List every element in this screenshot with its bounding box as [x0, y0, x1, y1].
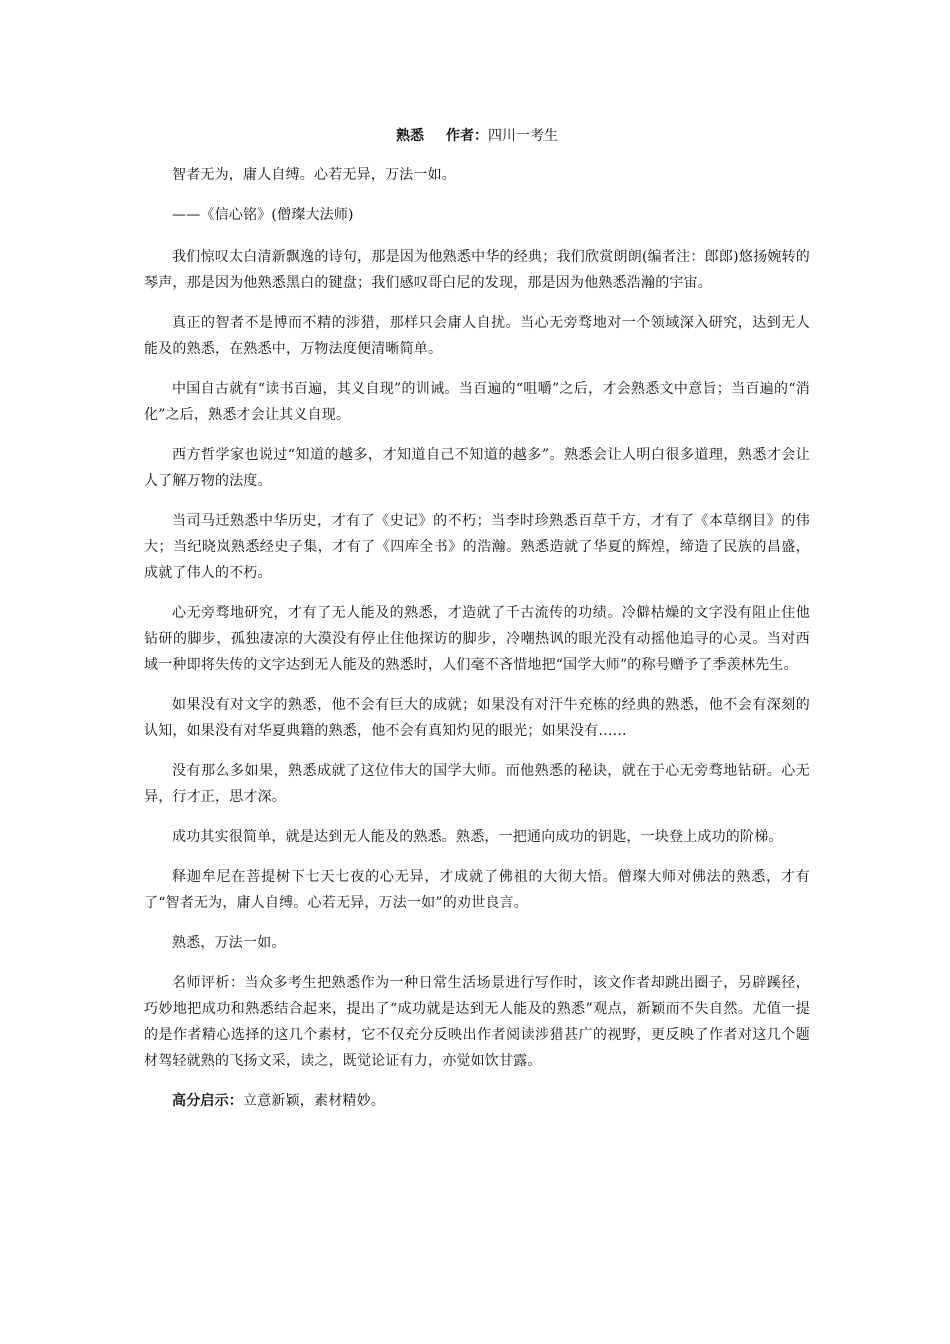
paragraph-3: 中国自古就有“读书百遍，其义自现”的训诫。当百遍的“咀嚼”之后，才会熟悉文中意旨；当百遍的“消化”之后，熟悉才会让其义自现。 — [144, 381, 810, 423]
paragraph-2: 真正的智者不是博而不精的涉猎，那样只会庸人自扰。当心无旁骛地对一个领域深入研究，达到无人能及的熟悉，在熟悉中，万物法度便清晰简单。 — [144, 315, 810, 357]
paragraph-1: 我们惊叹太白清新飘逸的诗句，那是因为他熟悉中华的经典；我们欣赏朗朗(编者注：郎郎)悠扬婉转的琴声，那是因为他熟悉黑白的键盘；我们感叹哥白尼的发现，那是因为他熟悉浩瀚的宇宙。 — [144, 249, 810, 291]
paragraph-epigraph: 智者无为，庸人自缚。心若无异，万法一如。 — [172, 167, 456, 183]
paragraph-8: 没有那么多如果，熟悉成就了这位伟大的国学大师。而他熟悉的秘诀，就在于心无旁骛地钻研。心无异，行才正，思才深。 — [144, 763, 810, 805]
paragraph-5: 当司马迁熟悉中华历史，才有了《史记》的不朽；当李时珍熟悉百草千方，才有了《本草纲目》的伟大；当纪晓岚熟悉经史子集，才有了《四库全书》的浩瀚。熟悉造就了华夏的辉煌，缔造了民族的昌盛，成就了伟人的不朽。 — [144, 513, 810, 581]
paragraph-11: 熟悉，万法一如。 — [172, 935, 286, 951]
title-line — [144, 124, 810, 148]
document-page — [144, 124, 810, 1128]
tip-paragraph — [144, 1088, 810, 1114]
paragraph-4: 西方哲学家也说过“知道的越多，才知道自己不知道的越多”。熟悉会让人明白很多道理，熟悉才会让人了解万物的法度。 — [144, 447, 810, 489]
article-title: 熟悉 — [396, 128, 424, 144]
paragraph-commentary: 名师评析：当众多考生把熟悉作为一种日常生活场景进行写作时，该文作者却跳出圈子，另辟蹊径，巧妙地把成功和熟悉结合起来，提出了“成功就是达到无人能及的熟悉”观点，新颖而不失自然。尤值一提的是作者精心选择的这几个素材，它不仅充分反映出作者阅读涉猎甚广的视野，更反映了作者对这几个题材驾轻就熟的飞扬文采，读之，既觉论证有力，亦觉如饮甘露。 — [144, 975, 810, 1069]
paragraph-7: 如果没有对文字的熟悉，他不会有巨大的成就；如果没有对汗牛充栋的经典的熟悉，他不会有深刻的认知，如果没有对华夏典籍的熟悉，他不会有真知灼见的眼光；如果没有…… — [144, 697, 810, 739]
author-label: 作者： — [446, 128, 488, 144]
paragraph-10: 释迦牟尼在菩提树下七天七夜的心无异，才成就了佛祖的大彻大悟。僧璨大师对佛法的熟悉，才有了“智者无为，庸人自缚。心若无异，万法一如”的劝世良言。 — [144, 869, 810, 911]
tip-label: 高分启示： — [172, 1093, 243, 1109]
tip-text: 立意新颖，素材精妙。 — [243, 1093, 385, 1109]
paragraph-9: 成功其实很简单，就是达到无人能及的熟悉。熟悉，一把通向成功的钥匙，一块登上成功的阶梯。 — [172, 829, 783, 845]
paragraph-epigraph-source: ——《信心铭》(僧璨大法师) — [172, 207, 354, 223]
author-name: 四川一考生 — [488, 128, 558, 144]
paragraph-6: 心无旁骛地研究，才有了无人能及的熟悉，才造就了千古流传的功绩。冷僻枯燥的文字没有阻止住他钻研的脚步，孤独凄凉的大漠没有停止住他探访的脚步，冷嘲热讽的眼光没有动摇他追寻的心灵。当对西域一种即将失传的文字达到无人能及的熟悉时，人们毫不吝惜地把“国学大师”的称号赠予了季羡林先生。 — [144, 605, 810, 673]
